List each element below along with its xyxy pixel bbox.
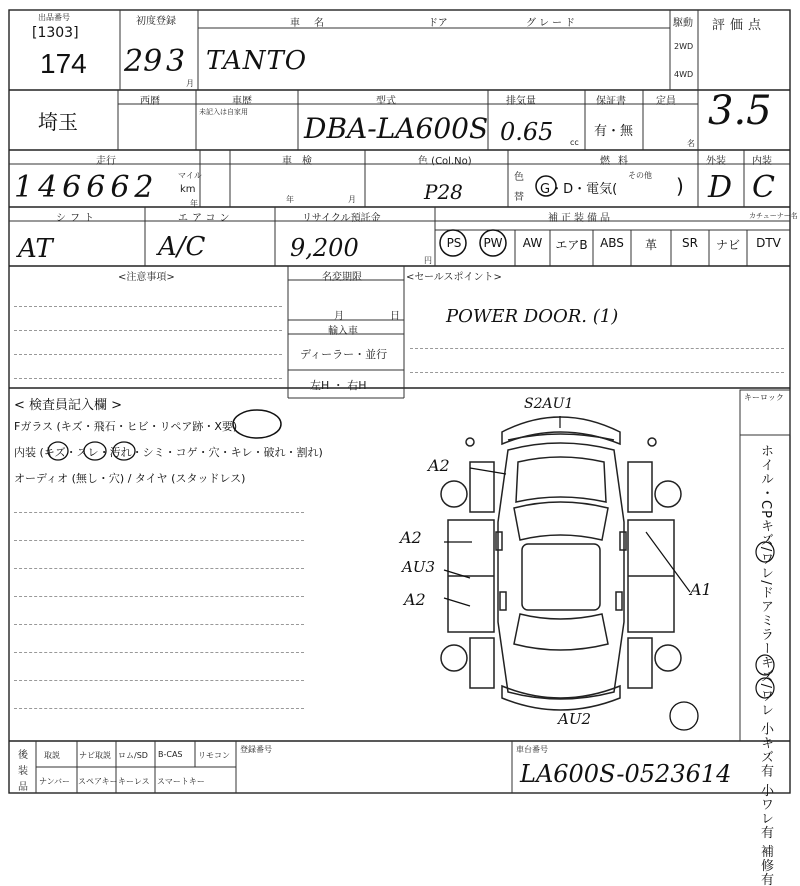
mileage-unit-km: km bbox=[180, 184, 196, 195]
name-change-label: 名変期限 bbox=[322, 272, 362, 283]
score: 3.5 bbox=[708, 88, 772, 134]
footer-equip-label: 装 bbox=[18, 766, 28, 777]
displacement-label: 排気量 bbox=[506, 96, 536, 107]
color-swap-label: 色替 bbox=[514, 172, 524, 203]
first-reg-unit: 月 bbox=[186, 79, 194, 88]
ac: A/C bbox=[158, 232, 206, 262]
exterior-label: 外装 bbox=[706, 156, 726, 167]
name-change-month: 月 bbox=[334, 311, 344, 322]
tuner-label: カチューナー名 bbox=[749, 212, 798, 220]
mark-right-door: A1 bbox=[690, 580, 712, 599]
first-reg-month: 3 bbox=[166, 44, 186, 79]
warranty-label: 保証書 bbox=[596, 96, 626, 107]
caution-label: <注意事項> bbox=[118, 272, 175, 283]
mark-left-door-mid: AU3 bbox=[402, 558, 436, 576]
door-label: ドア bbox=[428, 18, 448, 29]
mark-left-front: A2 bbox=[428, 456, 450, 475]
recycle: 9,200 bbox=[290, 234, 359, 262]
inspector-line-2: 内装 (キズ・スレ・汚れ・シミ・コゲ・穴・キレ・破れ・割れ) bbox=[14, 446, 323, 459]
equip-navi: ナビ bbox=[715, 238, 740, 252]
sales-point-label: <セールスポイント> bbox=[406, 272, 502, 283]
chassis-no: LA600S-0523614 bbox=[520, 760, 732, 788]
history-note: 未記入は自家用 bbox=[199, 108, 248, 116]
footer-item-keyless: キーレス bbox=[118, 777, 150, 786]
shift-label: シフト bbox=[56, 213, 98, 224]
footer-item-remote: リモコン bbox=[198, 751, 230, 760]
color-code: P28 bbox=[424, 180, 463, 204]
chassis-label: 車台番号 bbox=[516, 745, 548, 754]
equip-sr: SR bbox=[682, 236, 698, 250]
footer-item-smartkey: スマートキー bbox=[157, 777, 205, 786]
footer-item-bcas: B-CAS bbox=[158, 750, 183, 759]
region: 埼玉 bbox=[38, 110, 78, 134]
drive-4wd: 4WD bbox=[674, 70, 694, 79]
shaken-month-unit: 月 bbox=[348, 195, 356, 204]
mark-left-door-front: A2 bbox=[400, 528, 422, 547]
shaken-label: 車検 bbox=[282, 156, 322, 167]
exterior: D bbox=[708, 170, 733, 205]
mark-left-door-rear: A2 bbox=[404, 590, 426, 609]
west-era-label: 西暦 bbox=[140, 96, 160, 107]
equip-ps: PS bbox=[446, 236, 462, 250]
import-label: 輸入車 bbox=[328, 326, 358, 337]
history-label: 車歴 bbox=[232, 96, 252, 107]
sales-point: POWER DOOR. (1) bbox=[446, 306, 619, 327]
mark-rear: AU2 bbox=[558, 710, 592, 728]
reg-no-label: 登録番号 bbox=[240, 745, 272, 754]
name-change-day: 日 bbox=[390, 311, 400, 322]
car-diagram bbox=[410, 392, 740, 732]
mileage-unit-mile: マイル bbox=[178, 171, 202, 180]
shaken-year-unit: 年 bbox=[286, 195, 294, 204]
displacement-unit: cc bbox=[570, 138, 579, 147]
keyless-label: キーロック bbox=[744, 393, 784, 402]
footer-rear-label: 後 bbox=[18, 750, 28, 761]
interior: C bbox=[752, 170, 775, 205]
color-label: 色 (Col.No) bbox=[418, 156, 472, 167]
interior-label: 内装 bbox=[752, 156, 772, 167]
footer-item-navi-manual: ナビ取説 bbox=[79, 751, 111, 760]
mark-front: S2AU1 bbox=[524, 396, 574, 412]
lot-no: 174 bbox=[40, 48, 87, 79]
inspector-line-1: Fガラス (キズ・飛石・ヒビ・リペア跡・X要) bbox=[14, 420, 238, 433]
footer-item-manual: 取説 bbox=[44, 751, 60, 760]
capacity-label: 定員 bbox=[656, 96, 676, 107]
drive-label: 駆動 bbox=[673, 18, 693, 29]
first-reg-year: 29 bbox=[124, 44, 163, 79]
inspector-line-3: オーディオ (無し・穴) / タイヤ (スタッドレス) bbox=[14, 472, 246, 485]
model-label: 型式 bbox=[376, 96, 396, 107]
fuel-label: 燃料 bbox=[600, 156, 636, 167]
dealer-label: ディーラー・並行 bbox=[300, 348, 388, 361]
recycle-unit: 円 bbox=[424, 256, 432, 265]
fuel-other: その他 bbox=[628, 171, 652, 180]
car-name-label: 車名 bbox=[290, 18, 338, 29]
score-label: 評価点 bbox=[712, 18, 767, 33]
grade-label: グレード bbox=[526, 18, 578, 29]
capacity-unit: 名 bbox=[687, 139, 695, 148]
lot-code: [1303] bbox=[32, 25, 79, 41]
footer-item-rom: ロム/SD bbox=[118, 751, 148, 760]
drive-2wd: 2WD bbox=[674, 42, 694, 51]
model: DBA-LA600S bbox=[304, 112, 489, 145]
shift: AT bbox=[18, 234, 53, 264]
footer-item-label: 品 bbox=[18, 782, 28, 793]
year-unit: 年 bbox=[190, 199, 198, 208]
equip-pw: PW bbox=[483, 236, 503, 250]
equip-leather: 革 bbox=[644, 238, 657, 252]
mileage-label: 走行 bbox=[96, 156, 116, 167]
lot-no-label: 出品番号 bbox=[38, 13, 70, 22]
equipment-label: 補正装備品 bbox=[548, 213, 613, 224]
ac-label: エアコン bbox=[178, 213, 234, 224]
equip-aw: AW bbox=[522, 236, 543, 250]
first-reg-label: 初度登録 bbox=[136, 16, 176, 27]
auction-sheet: 出品番号 [1303] 174 初度登録 29 3 月 車名 TANTO ドア グレード 駆動 2WD 4WD 評価点 3.5 埼玉 西暦 車歴 未記入は自家用 型式 DBA-LA600S 排気量 0.65 cc 保証書 有・無 定員 名 走行 146662 マイル km 年 車検 年 月 色 (Col.No) P28 色替 燃料 G・D・電気( その他 ) 外装 D 内装 C シフト AT エアコン A/C リサイクル預託金 9,200 円 補正装備品 カチューナー名 PS PW AW エアB ABS 革 SR ナビ DTV <注意事項> 名変期限 月 日 輸入車 ディーラー・並行 左H ・ 右H <セールスポイント> POWER DOOR. (1) < 検査員記入欄 > Fガラス (キズ・飛石・ヒビ・リペア跡・X要) 内装 (キズ・スレ・汚れ・シミ・コゲ・穴・キレ・破れ・割れ) オーディオ (無し・穴) / タイヤ (スタッドレス) S2AU1 A2 A2 AU3 A2 A1 AU2 キーロック ホイル・CPキズ/ワレ/ドアミラーキズ/ワレ 小キズ有 小ワレ有 補修有 後 装 品 取説 ナビ取説 ロム/SD B-CAS リモコン ナンバー スペアキー キーレス スマートキー 登録番号 車台番号 LA600S-0523614 bbox=[0, 0, 800, 800]
warranty-value: 有・無 bbox=[594, 124, 634, 139]
footer-item-plate: ナンバー bbox=[39, 777, 71, 786]
fuel-options: G・D・電気( bbox=[540, 182, 618, 197]
car-name: TANTO bbox=[206, 46, 308, 76]
inspector-title: < 検査員記入欄 > bbox=[14, 398, 123, 413]
steering-label: 左H ・ 右H bbox=[310, 379, 367, 392]
footer-item-sparekey: スペアキー bbox=[78, 777, 118, 786]
equip-airbag: エアB bbox=[555, 238, 588, 252]
mileage: 146662 bbox=[14, 170, 159, 205]
equip-abs: ABS bbox=[600, 236, 624, 250]
equip-dtv: DTV bbox=[756, 236, 781, 250]
displacement: 0.65 bbox=[500, 118, 554, 146]
recycle-label: リサイクル預託金 bbox=[302, 213, 381, 224]
side-legend: ホイル・CPキズ/ワレ/ドアミラーキズ/ワレ 小キズ有 小ワレ有 補修有 bbox=[758, 444, 773, 886]
